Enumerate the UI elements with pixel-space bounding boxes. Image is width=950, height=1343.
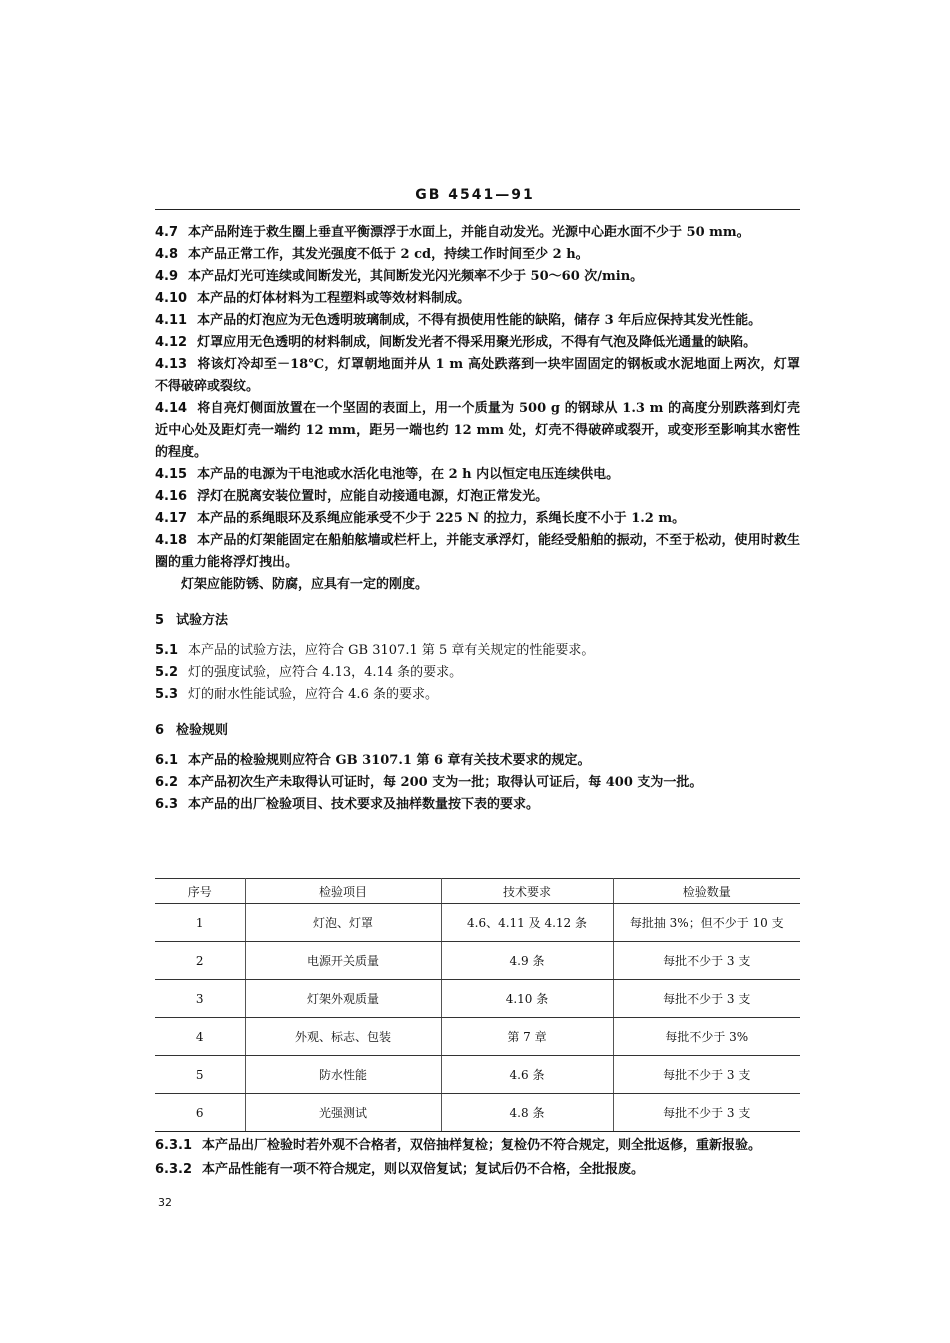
- table-row: [155, 942, 800, 980]
- cell-quantity: 每批不少于 3 支: [613, 942, 800, 980]
- clause-number: 4.18: [155, 533, 188, 548]
- cell-quantity: 每批抽 3%；但不少于 10 支: [613, 904, 800, 942]
- clause-6-3-1: [155, 1134, 800, 1158]
- clause-number: 6.3: [155, 797, 179, 812]
- clause-text: 本产品的检验规则应符合 GB 3107.1 第 6 章有关技术要求的规定。: [188, 753, 591, 768]
- cell-requirement: 4.6 条: [441, 1056, 613, 1094]
- cell-requirement: 4.6、4.11 及 4.12 条: [441, 904, 613, 942]
- clause-number: 4.15: [155, 467, 188, 482]
- header-item: 检验项目: [245, 879, 441, 904]
- clause-text: 灯的强度试验，应符合 4.13，4.14 条的要求。: [188, 665, 463, 680]
- clause-number: 4.10: [155, 291, 188, 306]
- cell-item: 光强测试: [245, 1094, 441, 1132]
- table-row: [155, 980, 800, 1018]
- table-body: [155, 904, 800, 1132]
- section-6-heading: [155, 720, 800, 742]
- clause-6-3: [155, 794, 800, 816]
- clause-5-2: [155, 662, 800, 684]
- clause-5-1: [155, 640, 800, 662]
- clause-text: 本产品性能有一项不符合规定，则以双倍复试；复试后仍不合格，全批报废。: [202, 1162, 645, 1177]
- cell-quantity: 每批不少于 3 支: [613, 1056, 800, 1094]
- clause-number: 4.13: [155, 357, 188, 372]
- clause-number: 6.3.1: [155, 1138, 193, 1153]
- cell-quantity: 每批不少于 3 支: [613, 1094, 800, 1132]
- clause-text: 将该灯冷却至－18℃，灯罩朝地面并从 1 m 高处跌落到一块牢固固定的钢板或水泥地面上两次，灯罩不得破碎或裂纹。: [155, 357, 800, 394]
- cell-requirement: 4.9 条: [441, 942, 613, 980]
- section-5-heading: [155, 610, 800, 632]
- clause-text: 本产品灯光可连续或间断发光，其间断发光闪光频率不少于 50～60 次/min。: [188, 269, 644, 284]
- cell-requirement: 4.10 条: [441, 980, 613, 1018]
- cell-item: 防水性能: [245, 1056, 441, 1094]
- table-header-row: [155, 879, 800, 904]
- clause-list-6-3: [155, 1134, 800, 1182]
- clause-6-2: [155, 772, 800, 794]
- clause-number: 4.12: [155, 335, 188, 350]
- cell-item: 灯架外观质量: [245, 980, 441, 1018]
- main-content: [155, 222, 800, 816]
- section-6-title: 检验规则: [176, 723, 229, 738]
- section-6-number: 6: [155, 723, 165, 738]
- cell-requirement: 4.8 条: [441, 1094, 613, 1132]
- cell-quantity: 每批不少于 3 支: [613, 980, 800, 1018]
- clause-4-15: [155, 464, 800, 486]
- clause-4-17: [155, 508, 800, 530]
- clause-4-18: [155, 530, 800, 574]
- clause-text: 灯罩应用无色透明的材料制成，间断发光者不得采用聚光形成，不得有气泡及降低光通量的缺陷。: [197, 335, 757, 350]
- clause-text: 本产品出厂检验时若外观不合格者，双倍抽样复检；复检仍不符合规定，则全批返修，重新报验。: [202, 1138, 762, 1153]
- clause-4-11: [155, 310, 800, 332]
- clause-text: 本产品的灯体材料为工程塑料或等效材料制成。: [197, 291, 471, 306]
- clause-4-9: [155, 266, 800, 288]
- clause-number: 5.3: [155, 687, 179, 702]
- cell-serial: 6: [155, 1094, 245, 1132]
- cell-serial: 5: [155, 1056, 245, 1094]
- clause-number: 4.7: [155, 225, 179, 240]
- header-quantity: 检验数量: [613, 879, 800, 904]
- header-rule: [155, 209, 800, 210]
- clause-text: 本产品的系绳眼环及系绳应能承受不少于 225 N 的拉力，系绳长度不小于 1.2 m。: [197, 511, 686, 526]
- clause-text: 本产品附连于救生圈上垂直平衡漂浮于水面上，并能自动发光。光源中心距水面不少于 50 mm。: [188, 225, 750, 240]
- clause-number: 4.16: [155, 489, 188, 504]
- clause-number: 4.8: [155, 247, 179, 262]
- clause-text: 本产品正常工作，其发光强度不低于 2 cd，持续工作时间至少 2 h。: [188, 247, 589, 262]
- table-row: [155, 1094, 800, 1132]
- clause-number: 4.9: [155, 269, 179, 284]
- clause-text: 灯的耐水性能试验，应符合 4.6 条的要求。: [188, 687, 438, 702]
- cell-serial: 2: [155, 942, 245, 980]
- clause-number: 4.14: [155, 401, 188, 416]
- clause-number: 6.3.2: [155, 1162, 193, 1177]
- header-requirement: 技术要求: [441, 879, 613, 904]
- cell-requirement: 第 7 章: [441, 1018, 613, 1056]
- clause-text: 本产品的灯架能固定在船舶舷墙或栏杆上，并能支承浮灯，能经受船舶的振动，不至于松动，使用时救生圈的重力能将浮灯拽出。: [155, 533, 800, 570]
- clause-4-18-continuation: 灯架应能防锈、防腐，应具有一定的刚度。: [181, 577, 429, 592]
- page-number: 32: [158, 1196, 172, 1209]
- clause-4-7: [155, 222, 800, 244]
- clause-text: 本产品的试验方法，应符合 GB 3107.1 第 5 章有关规定的性能要求。: [188, 643, 595, 658]
- cell-quantity: 每批不少于 3%: [613, 1018, 800, 1056]
- clause-4-10: [155, 288, 800, 310]
- clause-text: 本产品的出厂检验项目、技术要求及抽样数量按下表的要求。: [188, 797, 540, 812]
- table-row: [155, 1018, 800, 1056]
- clause-4-13: [155, 354, 800, 398]
- cell-serial: 4: [155, 1018, 245, 1056]
- clause-number: 6.1: [155, 753, 179, 768]
- clause-number: 6.2: [155, 775, 179, 790]
- clause-4-14: [155, 398, 800, 464]
- clause-text: 本产品初次生产未取得认可证时，每 200 支为一批；取得认可证后，每 400 支为一批。: [188, 775, 703, 790]
- section-5-number: 5: [155, 613, 165, 628]
- inspection-table: [155, 878, 800, 1132]
- clause-text: 本产品的电源为干电池或水活化电池等，在 2 h 内以恒定电压连续供电。: [197, 467, 620, 482]
- table-row: [155, 1056, 800, 1094]
- clause-4-16: [155, 486, 800, 508]
- clause-text: 将自亮灯侧面放置在一个坚固的表面上，用一个质量为 500 g 的钢球从 1.3 m 的高度分别跌落到灯壳近中心处及距灯壳一端约 12 mm，距另一端也约 12 mm 处，灯壳不得破碎或裂开，或变形至影响其水密性的程度。: [155, 401, 800, 460]
- clause-number: 4.17: [155, 511, 188, 526]
- clause-6-1: [155, 750, 800, 772]
- standard-code-header: GB 4541—91: [415, 187, 535, 203]
- cell-serial: 3: [155, 980, 245, 1018]
- table-row: [155, 904, 800, 942]
- section-5-title: 试验方法: [176, 613, 229, 628]
- cell-item: 外观、标志、包装: [245, 1018, 441, 1056]
- clause-number: 5.1: [155, 643, 179, 658]
- cell-serial: 1: [155, 904, 245, 942]
- clause-4-8: [155, 244, 800, 266]
- clause-list-section-5: [155, 640, 800, 706]
- clause-list-section-4: [155, 222, 800, 574]
- cell-item: 灯泡、灯罩: [245, 904, 441, 942]
- clause-list-section-6: [155, 750, 800, 816]
- header-serial: 序号: [155, 879, 245, 904]
- cell-item: 电源开关质量: [245, 942, 441, 980]
- clause-4-12: [155, 332, 800, 354]
- clause-number: 5.2: [155, 665, 179, 680]
- clause-6-3-2: [155, 1158, 800, 1182]
- clause-number: 4.11: [155, 313, 188, 328]
- clause-text: 浮灯在脱离安装位置时，应能自动接通电源，灯泡正常发光。: [197, 489, 549, 504]
- clause-text: 本产品的灯泡应为无色透明玻璃制成，不得有损使用性能的缺陷，储存 3 年后应保持其发光性能。: [197, 313, 762, 328]
- clause-5-3: [155, 684, 800, 706]
